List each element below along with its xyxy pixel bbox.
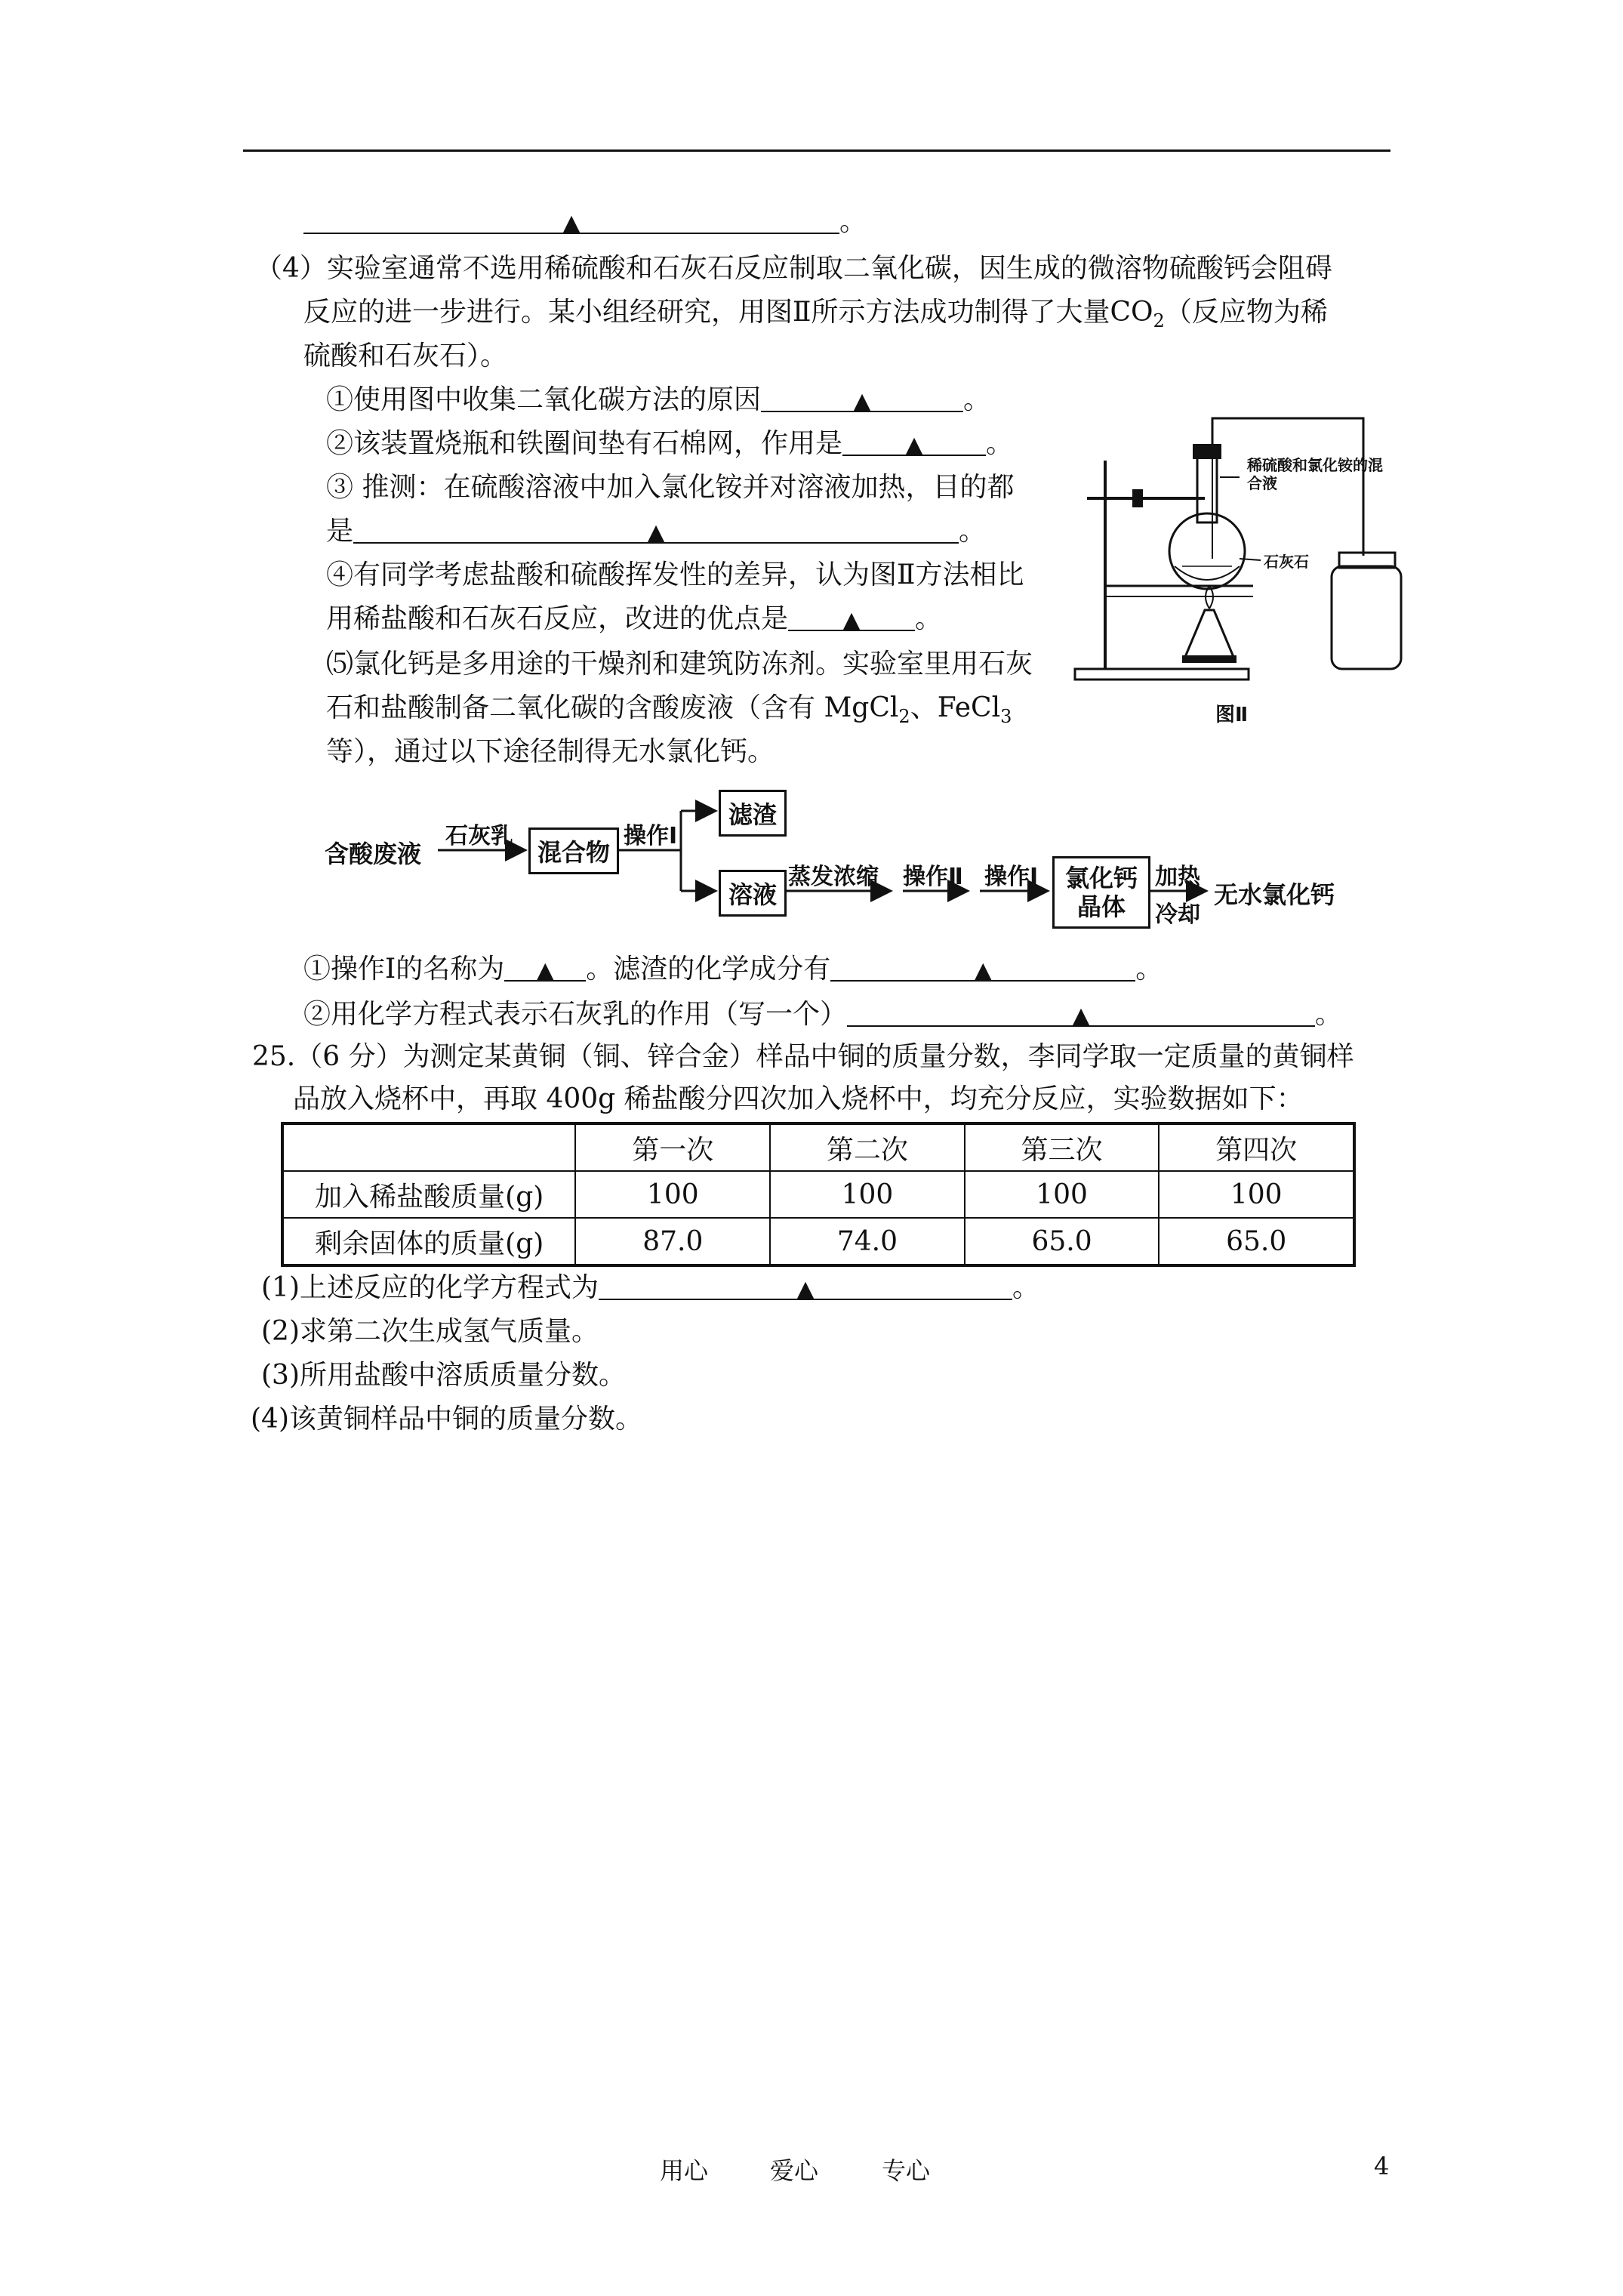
q24-4-para-line3: 硫酸和石灰石）。 [303, 341, 508, 371]
sub-question-5-line3: 等），通过以下途径制得无水氯化钙。 [326, 736, 775, 767]
sub-question-4-line2: 用稀盐酸和石灰石反应，改进的优点是 ▲ 。 [326, 603, 943, 634]
answer-blank[interactable]: ▲ [842, 427, 986, 456]
table-row-label: 加入稀盐酸质量(g) [282, 1171, 575, 1218]
box-residue: 滤渣 [719, 790, 787, 837]
box-cacl2-crystal: 氯化钙 晶体 [1052, 856, 1150, 929]
table-cell: 74.0 [770, 1218, 965, 1265]
footer-word-2: 爱心 [770, 2156, 819, 2185]
flow-arrow-op1: 操作Ⅰ [624, 823, 678, 849]
flow-question-2: ②用化学方程式表示石灰乳的作用（写一个） ▲ 。 [303, 999, 1343, 1030]
figure-caption: 图Ⅱ [1215, 704, 1249, 726]
apparatus-drawing [1072, 408, 1404, 695]
answer-blank[interactable]: ▲ [599, 1271, 1012, 1300]
q25-sub-3: (3)所用盐酸中溶质质量分数。 [261, 1360, 626, 1391]
sub-question-5-line1: ⑸氯化钙是多用途的干燥剂和建筑防冻剂。实验室里用石灰 [326, 649, 1033, 680]
answer-blank[interactable] [303, 205, 839, 234]
page-number: 4 [1374, 2152, 1390, 2180]
box-solution: 溶液 [719, 870, 787, 917]
q25-sub-1: (1)上述反应的化学方程式为 ▲ 。 [261, 1272, 1040, 1303]
table-row [282, 1171, 1354, 1218]
box-mixture: 混合物 [528, 827, 619, 874]
footer-word-1: 用心 [660, 2156, 709, 2185]
header-rule [243, 149, 1390, 152]
flow-arrow-heat: 加热 [1155, 864, 1200, 890]
footer-word-3: 专心 [882, 2156, 931, 2185]
flow-arrow-evaporate: 蒸发浓缩 [788, 864, 879, 890]
q24-4-para-line1: （4）实验室通常不选用稀硫酸和石灰石反应制取二氧化碳，因生成的微溶物硫酸钙会阻碍 [255, 253, 1332, 284]
label-limestone: 石灰石 [1264, 553, 1309, 571]
table-cell: 65.0 [965, 1218, 1160, 1265]
table-cell: 100 [575, 1171, 770, 1218]
flow-arrow-cool: 冷却 [1155, 901, 1200, 928]
table-row-label: 剩余固体的质量(g) [282, 1218, 575, 1265]
table-header-cell: 第二次 [770, 1123, 965, 1171]
flow-question-1: ①操作Ⅰ的名称为 ▲ 。滤渣的化学成分有 ▲ 。 [303, 954, 1163, 985]
sub-question-4-line1: ④有同学考虑盐酸和硫酸挥发性的差异，认为图Ⅱ方法相比 [326, 559, 1024, 590]
q24-4-para-line2: 反应的进一步进行。某小组经研究，用图Ⅱ所示方法成功制得了大量$CO_2$（反应物为稀 [303, 297, 1328, 332]
table-header-cell: 第四次 [1159, 1123, 1354, 1171]
q25-sub-4: (4)该黄铜样品中铜的质量分数。 [251, 1404, 642, 1435]
answer-blank[interactable]: ▲ [847, 998, 1315, 1027]
answer-blank[interactable]: ▲ [353, 515, 959, 544]
figure-apparatus [1072, 408, 1404, 726]
flow-arrow-lime: 石灰乳 [445, 823, 513, 849]
table-header-cell: 第一次 [575, 1123, 770, 1171]
q25-para-line2: 品放入烧杯中，再取 400g 稀盐酸分四次加入烧杯中，均充分反应，实验数据如下： [293, 1083, 1304, 1114]
sub-question-3-line2: 是 ▲ 。 [326, 516, 987, 547]
table-header-row [282, 1123, 1354, 1171]
answer-line-prev: ▲ 。 [303, 205, 867, 239]
label-mixed-solution: 稀硫酸和氯化铵的混合液 [1247, 456, 1383, 492]
table-cell: 100 [1159, 1171, 1354, 1218]
q25-sub-2: (2)求第二次生成氢气质量。 [261, 1316, 599, 1347]
table-row [282, 1218, 1354, 1265]
experiment-data-table [281, 1122, 1356, 1267]
answer-blank[interactable]: ▲ [788, 603, 915, 631]
q25-para-line1: 25.（6 分）为测定某黄铜（铜、锌合金）样品中铜的质量分数，李同学取一定质量的黄铜样 [252, 1041, 1354, 1072]
table-header-cell [282, 1123, 575, 1171]
sub-question-5-line2: 石和盐酸制备二氧化碳的含酸废液（含有 MgCl$_2$、FeCl$_3$ [326, 692, 1012, 728]
table-cell: 65.0 [1159, 1218, 1354, 1265]
table-cell: 100 [965, 1171, 1160, 1218]
flow-end-label: 无水氯化钙 [1214, 880, 1335, 909]
sub-question-2: ②该装置烧瓶和铁圈间垫有石棉网，作用是 ▲ 。 [326, 428, 1014, 459]
table-cell: 87.0 [575, 1218, 770, 1265]
flow-arrow-op1b: 操作Ⅰ [984, 864, 1039, 890]
sub-question-1: ①使用图中收集二氧化碳方法的原因 ▲ 。 [326, 384, 991, 415]
flow-arrow-op2: 操作Ⅱ [903, 864, 963, 890]
flow-start-label: 含酸废液 [325, 840, 422, 868]
table-header-cell: 第三次 [965, 1123, 1160, 1171]
triangle-marker: ▲ [562, 210, 581, 236]
answer-blank[interactable]: ▲ [504, 953, 586, 982]
answer-blank[interactable]: ▲ [761, 384, 963, 412]
process-flow-diagram [325, 778, 1397, 944]
sub-question-3-line1: ③ 推测：在硫酸溶液中加入氯化铵并对溶液加热，目的都 [326, 472, 1015, 503]
table-cell: 100 [770, 1171, 965, 1218]
answer-blank[interactable]: ▲ [830, 953, 1135, 982]
